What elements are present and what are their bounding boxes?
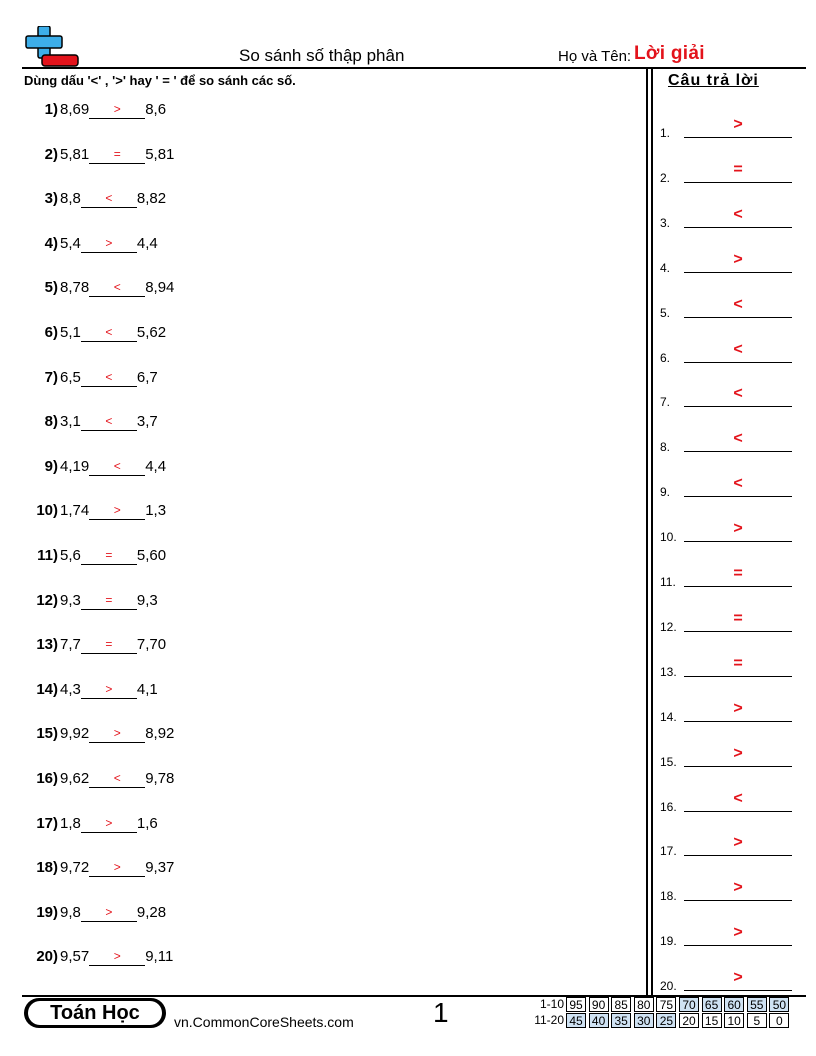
question-number: 17) bbox=[36, 814, 58, 832]
answer-blank bbox=[81, 905, 137, 922]
question-number: 4) bbox=[44, 234, 58, 252]
right-number: 1,6 bbox=[136, 814, 158, 832]
score-cell: 15 bbox=[702, 1013, 722, 1028]
question-item bbox=[24, 635, 166, 655]
question-item bbox=[24, 145, 174, 165]
answer-number: 9. bbox=[660, 485, 671, 500]
plus-minus-icon bbox=[24, 26, 80, 68]
answer-key-heading: Câu trả lời bbox=[668, 72, 759, 89]
question-number: 12) bbox=[36, 591, 58, 609]
question-number: 5) bbox=[44, 279, 58, 297]
answer-number: 7. bbox=[660, 395, 671, 410]
comparison-sign: = bbox=[113, 146, 121, 161]
score-cell: 85 bbox=[611, 997, 631, 1012]
answer-blank bbox=[89, 503, 145, 520]
answer-item bbox=[660, 654, 792, 679]
answer-item bbox=[660, 926, 792, 948]
comparison-sign: > bbox=[113, 102, 121, 116]
answer-number: 10. bbox=[660, 530, 677, 545]
answer-blank bbox=[81, 370, 137, 387]
answer-line bbox=[684, 496, 792, 497]
left-number: 1,8 bbox=[60, 814, 81, 832]
answer-number: 1. bbox=[660, 126, 671, 140]
answer-number: 4. bbox=[660, 260, 671, 275]
name-label: Họ và Tên: bbox=[558, 48, 632, 65]
answer-item bbox=[660, 789, 792, 814]
score-cell: 50 bbox=[769, 997, 789, 1012]
answer-blank bbox=[89, 949, 145, 966]
score-cell: 0 bbox=[769, 1013, 789, 1028]
answer-number: 14. bbox=[660, 709, 677, 724]
answer-blank bbox=[81, 637, 137, 654]
right-number: 8,82 bbox=[136, 190, 167, 208]
question-number: 3) bbox=[44, 190, 58, 208]
left-number: 5,81 bbox=[60, 145, 90, 163]
answer-sign: > bbox=[733, 250, 743, 268]
answer-blank bbox=[89, 147, 145, 164]
left-number: 7,7 bbox=[60, 636, 81, 654]
question-item bbox=[24, 368, 158, 388]
comparison-sign: = bbox=[105, 637, 113, 652]
score-cell: 40 bbox=[589, 1013, 609, 1028]
answer-item bbox=[660, 118, 792, 140]
column-divider bbox=[646, 68, 648, 996]
answer-number: 5. bbox=[660, 305, 671, 320]
answer-sign: = bbox=[733, 160, 743, 178]
question-item bbox=[24, 501, 166, 521]
right-number: 5,62 bbox=[136, 324, 167, 341]
right-number: 3,7 bbox=[136, 413, 158, 431]
answer-number: 6. bbox=[660, 350, 671, 365]
comparison-sign: > bbox=[113, 949, 121, 964]
comparison-sign: > bbox=[105, 235, 113, 250]
left-number: 4,19 bbox=[60, 457, 90, 475]
answer-blank bbox=[89, 771, 145, 788]
answer-item bbox=[660, 160, 792, 185]
answer-blank bbox=[81, 816, 137, 833]
right-number: 5,60 bbox=[136, 547, 167, 564]
score-cell: 80 bbox=[634, 997, 654, 1012]
left-number: 9,72 bbox=[60, 859, 90, 877]
question-number: 2) bbox=[44, 145, 58, 163]
comparison-sign: < bbox=[105, 191, 113, 206]
question-number: 8) bbox=[44, 413, 58, 431]
question-item bbox=[24, 769, 174, 789]
question-number: 19) bbox=[36, 903, 58, 921]
answer-blank bbox=[81, 325, 137, 342]
question-number: 7) bbox=[44, 368, 58, 386]
column-divider bbox=[651, 68, 653, 996]
right-number: 5,81 bbox=[145, 145, 175, 163]
question-number: 6) bbox=[44, 324, 58, 341]
answer-number: 13. bbox=[660, 664, 677, 679]
answer-line bbox=[684, 676, 792, 677]
answer-sign: > bbox=[733, 520, 743, 538]
answer-number: 17. bbox=[660, 844, 677, 859]
answer-line bbox=[684, 451, 792, 452]
question-item bbox=[24, 323, 166, 343]
question-item bbox=[24, 591, 158, 611]
answer-line bbox=[684, 317, 792, 318]
question-item bbox=[24, 680, 158, 700]
left-number: 8,78 bbox=[60, 279, 90, 297]
question-number: 14) bbox=[36, 680, 58, 698]
answer-line bbox=[684, 272, 792, 273]
left-number: 9,3 bbox=[60, 591, 81, 609]
question-number: 10) bbox=[36, 502, 58, 520]
right-number: 4,4 bbox=[136, 234, 158, 252]
answer-line bbox=[684, 900, 792, 901]
comparison-sign: < bbox=[105, 414, 113, 429]
question-item bbox=[24, 903, 166, 923]
answer-item bbox=[660, 295, 792, 320]
site-url: vn.CommonCoreSheets.com bbox=[174, 1014, 354, 1030]
answer-item bbox=[660, 432, 792, 454]
question-number: 1) bbox=[44, 101, 58, 118]
comparison-sign: > bbox=[113, 503, 121, 518]
question-number: 9) bbox=[44, 457, 58, 475]
comparison-sign: > bbox=[113, 860, 121, 875]
question-number: 16) bbox=[36, 770, 58, 787]
right-number: 9,3 bbox=[136, 591, 158, 609]
comparison-sign: > bbox=[113, 726, 121, 741]
answer-sign: < bbox=[733, 430, 743, 448]
comparison-sign: > bbox=[105, 904, 113, 919]
answer-sign: < bbox=[733, 295, 743, 313]
answer-item bbox=[660, 205, 792, 230]
worksheet-title: So sánh số thập phân bbox=[239, 46, 405, 65]
score-cell: 5 bbox=[747, 1013, 767, 1028]
left-number: 4,3 bbox=[60, 680, 81, 698]
answer-blank bbox=[89, 102, 145, 119]
left-number: 5,1 bbox=[60, 324, 81, 341]
answer-item bbox=[660, 881, 792, 903]
answer-blank bbox=[81, 236, 137, 253]
answer-line bbox=[684, 990, 792, 991]
instructions: Dùng dấu '<' , '>' hay ' = ' để so sánh các số. bbox=[24, 73, 296, 88]
comparison-sign: = bbox=[105, 548, 113, 562]
answer-line bbox=[684, 631, 792, 632]
score-cell: 75 bbox=[656, 997, 676, 1012]
answer-sign: = bbox=[733, 565, 743, 582]
answer-blank bbox=[81, 191, 137, 208]
answer-blank bbox=[89, 459, 145, 476]
question-number: 18) bbox=[36, 859, 58, 877]
answer-sign: > bbox=[733, 879, 743, 897]
answer-number: 16. bbox=[660, 799, 677, 814]
right-number: 8,92 bbox=[145, 725, 175, 743]
question-number: 20) bbox=[36, 948, 58, 966]
question-item bbox=[24, 234, 158, 254]
answer-line bbox=[684, 766, 792, 767]
answer-line bbox=[684, 586, 792, 587]
brand-label: Toán Học bbox=[28, 1001, 162, 1025]
question-item bbox=[24, 278, 174, 298]
answer-line bbox=[684, 721, 792, 722]
left-number: 9,62 bbox=[60, 770, 90, 787]
comparison-sign: < bbox=[105, 369, 113, 384]
comparison-sign: < bbox=[113, 280, 121, 295]
answer-sign: < bbox=[733, 340, 743, 358]
left-number: 9,57 bbox=[60, 948, 90, 966]
answer-item bbox=[660, 477, 792, 499]
right-number: 9,28 bbox=[136, 903, 167, 921]
question-number: 15) bbox=[36, 725, 58, 743]
answer-item bbox=[660, 836, 792, 858]
answer-item bbox=[660, 744, 792, 769]
answer-sign: < bbox=[733, 789, 743, 807]
right-number: 4,4 bbox=[145, 457, 167, 475]
answer-line bbox=[684, 811, 792, 812]
answer-sign: < bbox=[733, 205, 743, 223]
score-row-label: 11-20 bbox=[534, 1013, 564, 1027]
left-number: 8,69 bbox=[60, 101, 90, 118]
score-cell: 65 bbox=[702, 997, 722, 1012]
answer-item bbox=[660, 609, 792, 634]
score-cell: 90 bbox=[589, 997, 609, 1012]
answer-line bbox=[684, 945, 792, 946]
answer-sign: > bbox=[733, 924, 743, 942]
answer-number: 19. bbox=[660, 934, 677, 949]
answer-item bbox=[660, 250, 792, 275]
answer-number: 15. bbox=[660, 754, 677, 769]
question-item bbox=[24, 947, 173, 967]
question-item bbox=[24, 412, 158, 432]
answer-sign: < bbox=[733, 475, 743, 493]
answer-number: 2. bbox=[660, 170, 671, 185]
left-number: 9,8 bbox=[60, 903, 81, 921]
score-cell: 55 bbox=[747, 997, 767, 1012]
score-cell: 60 bbox=[724, 997, 744, 1012]
left-number: 5,4 bbox=[60, 234, 81, 252]
answer-sign: = bbox=[733, 609, 743, 627]
right-number: 4,1 bbox=[136, 680, 158, 698]
answer-item bbox=[660, 387, 792, 409]
right-number: 9,11 bbox=[145, 948, 174, 966]
score-cell: 10 bbox=[724, 1013, 744, 1028]
comparison-sign: < bbox=[105, 325, 113, 339]
answer-number: 12. bbox=[660, 619, 677, 634]
answer-line bbox=[684, 182, 792, 183]
answer-line bbox=[684, 137, 792, 138]
top-divider bbox=[22, 67, 806, 69]
answer-sign: > bbox=[733, 834, 743, 852]
score-cell: 25 bbox=[656, 1013, 676, 1028]
answer-line bbox=[684, 227, 792, 228]
right-number: 9,37 bbox=[145, 859, 175, 877]
answer-blank bbox=[89, 860, 145, 877]
answer-item bbox=[660, 699, 792, 724]
score-cell: 95 bbox=[566, 997, 586, 1012]
answer-sign: < bbox=[733, 385, 743, 403]
answer-line bbox=[684, 406, 792, 407]
comparison-sign: > bbox=[105, 681, 113, 696]
left-number: 3,1 bbox=[60, 413, 81, 431]
right-number: 6,7 bbox=[136, 368, 158, 386]
right-number: 8,94 bbox=[145, 279, 175, 297]
score-cell: 20 bbox=[679, 1013, 699, 1028]
question-item bbox=[24, 858, 174, 878]
answer-blank bbox=[81, 414, 137, 431]
right-number: 9,78 bbox=[145, 770, 175, 787]
answer-number: 11. bbox=[660, 575, 676, 589]
answer-sign: > bbox=[733, 699, 743, 717]
answer-sign: = bbox=[733, 654, 743, 672]
question-item bbox=[24, 724, 174, 744]
right-number: 1,3 bbox=[145, 502, 167, 520]
score-row-label: 1-10 bbox=[539, 997, 564, 1011]
left-number: 5,6 bbox=[60, 547, 81, 564]
question-item bbox=[24, 189, 166, 209]
answer-number: 8. bbox=[660, 440, 671, 455]
answer-sign: > bbox=[733, 969, 743, 987]
right-number: 7,70 bbox=[136, 636, 167, 654]
answer-item bbox=[660, 567, 792, 589]
question-item bbox=[24, 100, 166, 120]
brand-badge bbox=[24, 998, 166, 1028]
answer-number: 3. bbox=[660, 215, 671, 230]
question-number: 11) bbox=[37, 547, 58, 564]
question-item bbox=[24, 546, 166, 566]
comparison-sign: = bbox=[105, 592, 113, 607]
answer-number: 20. bbox=[660, 979, 677, 994]
answer-item bbox=[660, 340, 792, 365]
score-cell: 35 bbox=[611, 1013, 631, 1028]
score-cell: 45 bbox=[566, 1013, 586, 1028]
answer-line bbox=[684, 855, 792, 856]
answer-blank bbox=[89, 280, 145, 297]
page-number: 1 bbox=[433, 997, 449, 1028]
answer-line bbox=[684, 362, 792, 363]
answer-blank bbox=[81, 593, 137, 610]
comparison-sign: < bbox=[113, 771, 121, 785]
right-number: 8,6 bbox=[145, 101, 167, 118]
score-cell: 70 bbox=[679, 997, 699, 1012]
answer-sign: > bbox=[733, 116, 743, 133]
answer-blank bbox=[81, 548, 137, 565]
answer-item bbox=[660, 971, 792, 993]
left-number: 9,92 bbox=[60, 725, 90, 743]
comparison-sign: < bbox=[113, 458, 121, 473]
answer-number: 18. bbox=[660, 889, 677, 904]
question-item bbox=[24, 814, 158, 834]
comparison-sign: > bbox=[105, 815, 113, 830]
name-value: Lời giải bbox=[634, 43, 705, 64]
answer-line bbox=[684, 541, 792, 542]
answer-blank bbox=[89, 726, 145, 743]
left-number: 1,74 bbox=[60, 502, 90, 520]
question-item bbox=[24, 457, 166, 477]
left-number: 8,8 bbox=[60, 190, 81, 208]
question-number: 13) bbox=[36, 636, 58, 654]
left-number: 6,5 bbox=[60, 368, 81, 386]
answer-item bbox=[660, 522, 792, 544]
answer-sign: > bbox=[733, 744, 743, 762]
answer-blank bbox=[81, 682, 137, 699]
score-cell: 30 bbox=[634, 1013, 654, 1028]
